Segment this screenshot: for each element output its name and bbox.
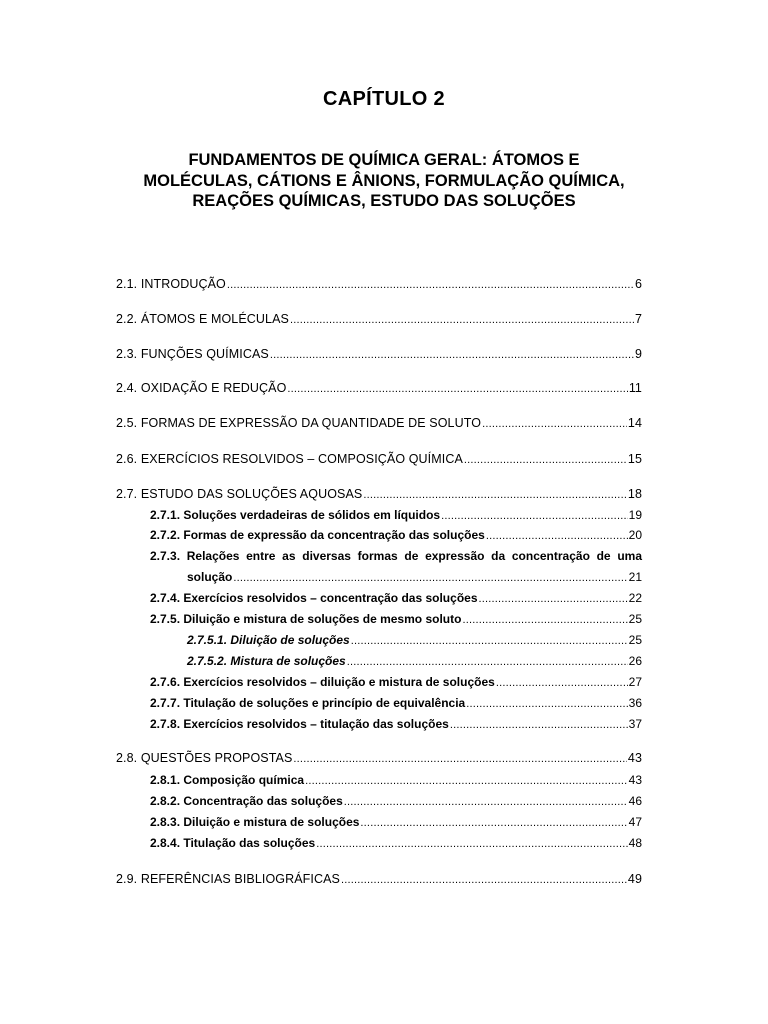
toc-entry-title: 2.6. EXERCÍCIOS RESOLVIDOS – COMPOSIÇÃO QUÍMICA bbox=[116, 452, 463, 466]
subtitle-line: MOLÉCULAS, CÁTIONS E ÂNIONS, FORMULAÇÃO QUÍMICA, bbox=[143, 171, 625, 190]
toc-page-number: 9 bbox=[634, 347, 642, 361]
dot-leader bbox=[227, 275, 634, 294]
subtitle-line: REAÇÕES QUÍMICAS, ESTUDO DAS SOLUÇÕES bbox=[192, 192, 576, 210]
toc-page-number: 6 bbox=[634, 277, 642, 291]
dot-leader bbox=[482, 414, 627, 433]
toc-entry-title: 2.7.5.2. Mistura de soluções bbox=[187, 654, 346, 668]
toc-entry-2-5[interactable] bbox=[116, 414, 642, 432]
toc-entry-title: 2.8. QUESTÕES PROPOSTAS bbox=[116, 751, 293, 765]
toc-page-number: 25 bbox=[628, 633, 642, 647]
toc-page-number: 26 bbox=[628, 654, 642, 668]
toc-entry-title: 2.8.4. Titulação das soluções bbox=[150, 836, 316, 850]
toc-entry-title: 2.7.1. Soluções verdadeiras de sólidos em líquidos bbox=[150, 508, 441, 522]
toc-entry-2-7-5-2[interactable] bbox=[187, 652, 642, 670]
toc-page-number: 21 bbox=[628, 570, 642, 584]
toc-entry-title: 2.8.1. Composição química bbox=[150, 773, 305, 787]
toc-page-number: 37 bbox=[628, 717, 642, 731]
toc-entry-title: 2.3. FUNÇÕES QUÍMICAS bbox=[116, 347, 269, 361]
toc-page-number: 43 bbox=[627, 751, 642, 765]
toc-page-number: 43 bbox=[628, 773, 642, 787]
toc-entry-title: 2.7.2. Formas de expressão da concentração das soluções bbox=[150, 528, 485, 542]
dot-leader bbox=[486, 526, 628, 545]
toc-entry-title: 2.9. REFERÊNCIAS BIBLIOGRÁFICAS bbox=[116, 872, 340, 886]
toc-page-number: 15 bbox=[627, 452, 642, 466]
toc-entry-2-7-2[interactable] bbox=[150, 526, 642, 544]
toc-entry-2-7-7[interactable] bbox=[150, 694, 642, 712]
toc-entry-2-2[interactable] bbox=[116, 310, 642, 328]
toc-entry-title: 2.7.7. Titulação de soluções e princípio de equivalência bbox=[150, 696, 466, 710]
toc-entry-title: 2.8.2. Concentração das soluções bbox=[150, 794, 343, 808]
toc-page-number: 20 bbox=[628, 528, 642, 542]
dot-leader bbox=[466, 694, 627, 713]
dot-leader bbox=[464, 450, 627, 469]
toc-page-number: 36 bbox=[628, 696, 642, 710]
dot-leader bbox=[479, 589, 628, 608]
toc-page-number: 19 bbox=[628, 508, 642, 522]
toc-entry-title: 2.7.5. Diluição e mistura de soluções de mesmo soluto bbox=[150, 612, 462, 626]
toc-entry-title: 2.7.5.1. Diluição de soluções bbox=[187, 633, 350, 647]
dot-leader bbox=[347, 652, 628, 671]
toc-entry-2-7-5-1[interactable] bbox=[187, 631, 642, 649]
toc-page-number: 18 bbox=[627, 487, 642, 501]
toc-entry-2-7-5[interactable] bbox=[150, 610, 642, 628]
toc-page-number: 48 bbox=[628, 836, 642, 850]
toc-entry-2-6[interactable] bbox=[116, 450, 642, 468]
toc-entry-title: solução bbox=[187, 570, 233, 584]
dot-leader bbox=[233, 568, 627, 587]
toc-entry-2-7-8[interactable] bbox=[150, 715, 642, 733]
toc-entry-2-9[interactable] bbox=[116, 870, 642, 888]
dot-leader bbox=[305, 771, 628, 790]
toc-entry-title: 2.4. OXIDAÇÃO E REDUÇÃO bbox=[116, 381, 287, 395]
toc-entry-2-1[interactable] bbox=[116, 275, 642, 293]
toc-entry-2-4[interactable] bbox=[116, 379, 642, 397]
toc-entry-2-7-3-line1[interactable]: 2.7.3. Relações entre as diversas formas de expressão da concentração de uma bbox=[150, 549, 642, 563]
toc-entry-title: 2.7. ESTUDO DAS SOLUÇÕES AQUOSAS bbox=[116, 487, 363, 501]
toc-entry-title: 2.7.4. Exercícios resolvidos – concentração das soluções bbox=[150, 591, 478, 605]
dot-leader bbox=[290, 310, 634, 329]
toc-page-number: 25 bbox=[628, 612, 642, 626]
toc-entry-2-7-1[interactable] bbox=[150, 506, 642, 524]
subtitle-line: FUNDAMENTOS DE QUÍMICA GERAL: ÁTOMOS E bbox=[188, 151, 580, 169]
toc-page-number: 7 bbox=[634, 312, 642, 326]
dot-leader bbox=[441, 506, 628, 525]
dot-leader bbox=[270, 345, 634, 364]
dot-leader bbox=[341, 870, 627, 889]
toc-entry-2-8[interactable] bbox=[116, 749, 642, 767]
toc-entry-title: 2.1. INTRODUÇÃO bbox=[116, 277, 226, 291]
toc-entry-2-8-1[interactable] bbox=[150, 771, 642, 789]
dot-leader bbox=[363, 485, 627, 504]
toc-entry-2-8-4[interactable] bbox=[150, 834, 642, 852]
toc-entry-2-7-6[interactable] bbox=[150, 673, 642, 691]
dot-leader bbox=[462, 610, 627, 629]
toc-entry-title: 2.7.6. Exercícios resolvidos – diluição e mistura de soluções bbox=[150, 675, 495, 689]
dot-leader bbox=[351, 631, 628, 650]
toc-page-number: 22 bbox=[628, 591, 642, 605]
toc-page-number: 14 bbox=[627, 416, 642, 430]
toc-page-number: 27 bbox=[628, 675, 642, 689]
dot-leader bbox=[360, 813, 627, 832]
dot-leader bbox=[344, 792, 628, 811]
toc-entry-2-7-4[interactable] bbox=[150, 589, 642, 607]
toc-page-number: 11 bbox=[628, 381, 642, 395]
toc-entry-2-7-3[interactable] bbox=[187, 568, 642, 586]
toc-entry-title: 2.7.8. Exercícios resolvidos – titulação das soluções bbox=[150, 717, 449, 731]
chapter-title: CAPÍTULO 2 bbox=[323, 88, 445, 110]
toc-entry-title: 2.2. ÁTOMOS E MOLÉCULAS bbox=[116, 312, 289, 326]
toc-page-number: 49 bbox=[627, 872, 642, 886]
dot-leader bbox=[316, 834, 627, 853]
toc-entry-2-8-3[interactable] bbox=[150, 813, 642, 831]
toc-entry-2-8-2[interactable] bbox=[150, 792, 642, 810]
toc-page-number: 46 bbox=[628, 794, 642, 808]
toc-entry-2-7[interactable] bbox=[116, 485, 642, 503]
dot-leader bbox=[287, 379, 627, 398]
toc-entry-title: 2.5. FORMAS DE EXPRESSÃO DA QUANTIDADE DE SOLUTO bbox=[116, 416, 482, 430]
toc-entry-2-3[interactable] bbox=[116, 345, 642, 363]
toc-entry-title: 2.8.3. Diluição e mistura de soluções bbox=[150, 815, 360, 829]
toc-page-number: 47 bbox=[628, 815, 642, 829]
dot-leader bbox=[293, 749, 626, 768]
dot-leader bbox=[450, 715, 628, 734]
dot-leader bbox=[496, 673, 628, 692]
